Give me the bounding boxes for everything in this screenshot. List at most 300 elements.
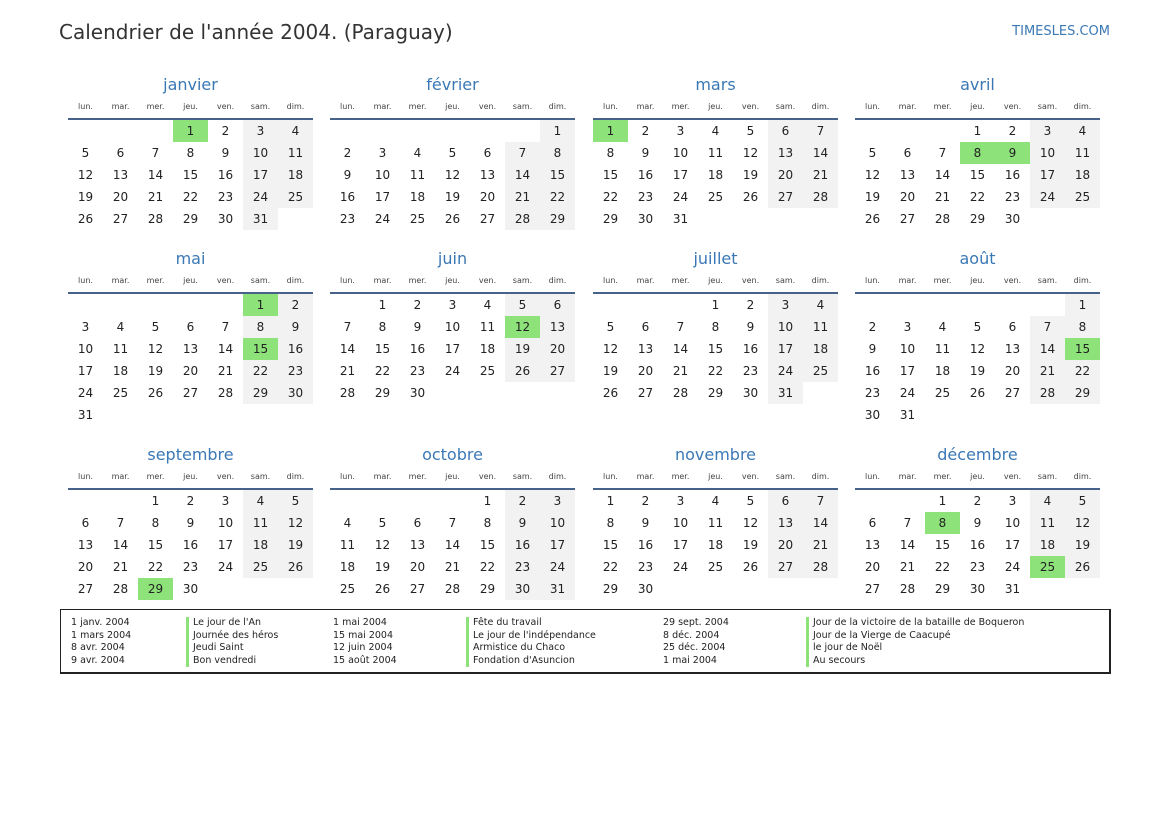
weekday-label: dim. — [548, 102, 567, 111]
day-cell: 13 — [768, 142, 803, 164]
empty-day-cell — [435, 382, 470, 404]
day-cell: 22 — [479, 560, 496, 574]
weekday-label: mar. — [636, 472, 655, 481]
empty-day-cell — [470, 120, 505, 142]
weekday-header — [330, 468, 575, 490]
weekday-label: mar. — [373, 276, 392, 285]
day-cell: 30 — [182, 582, 199, 596]
day-cell: 1 — [711, 298, 720, 312]
weekday-label: ven. — [478, 102, 497, 111]
day-cell: 18 — [278, 164, 313, 186]
day-cell: 13 — [182, 342, 199, 356]
day-cell: 9 — [641, 146, 650, 160]
day-cell: 27 — [899, 212, 916, 226]
weekday-label: sam. — [775, 276, 796, 285]
day-cell: 10 — [540, 512, 575, 534]
day-grid — [855, 120, 1100, 230]
day-cell: 18 — [707, 168, 724, 182]
day-cell: 11 — [243, 512, 278, 534]
day-grid — [593, 294, 838, 404]
day-cell: 12 — [864, 168, 881, 182]
day-cell: 29 — [602, 582, 619, 596]
weekday-label: dim. — [286, 276, 305, 285]
weekday-label: ven. — [1003, 276, 1022, 285]
day-cell: 12 — [278, 512, 313, 534]
day-cell: 24 — [1004, 560, 1021, 574]
day-cell: 7 — [903, 516, 912, 530]
weekday-label: sam. — [1037, 472, 1058, 481]
day-cell: 30 — [969, 582, 986, 596]
day-cell: 14 — [899, 538, 916, 552]
day-cell: 5 — [278, 490, 313, 512]
day-cell: 21 — [803, 164, 838, 186]
day-cell: 18 — [803, 338, 838, 360]
empty-day-cell — [330, 294, 365, 316]
day-cell: 25 — [479, 364, 496, 378]
legend-dates-column — [71, 617, 131, 667]
empty-day-cell — [278, 578, 313, 600]
day-cell: 4 — [1030, 490, 1065, 512]
holiday-date: 1 mai 2004 — [663, 654, 717, 666]
day-cell: 8 — [711, 320, 720, 334]
empty-day-cell — [768, 208, 803, 230]
day-cell: 13 — [409, 538, 426, 552]
weekday-header — [855, 272, 1100, 294]
weekday-label: ven. — [741, 276, 760, 285]
day-cell: 21 — [803, 534, 838, 556]
day-cell: 26 — [147, 386, 164, 400]
weekday-label: lun. — [865, 276, 880, 285]
weekday-header — [593, 468, 838, 490]
day-cell: 25 — [409, 212, 426, 226]
month-2 — [593, 72, 838, 230]
day-grid — [593, 490, 838, 600]
day-cell: 8 — [483, 516, 492, 530]
empty-day-cell — [103, 490, 138, 512]
day-cell: 19 — [147, 364, 164, 378]
weekday-label: lun. — [78, 102, 93, 111]
holiday-name: Le jour de l'indépendance — [466, 630, 596, 643]
holiday-date: 12 juin 2004 — [333, 642, 393, 653]
empty-day-cell — [540, 382, 575, 404]
day-cell: 11 — [707, 146, 724, 160]
page-title: Calendrier de l'année 2004. (Paraguay) — [59, 20, 453, 44]
weekday-label: lun. — [78, 472, 93, 481]
empty-day-cell — [435, 120, 470, 142]
day-cell: 10 — [672, 516, 689, 530]
weekday-label: mer. — [933, 102, 952, 111]
day-cell: 16 — [969, 538, 986, 552]
site-link[interactable]: TIMESLES.COM — [1012, 24, 1110, 39]
day-cell: 5 — [746, 124, 755, 138]
day-cell: 10 — [217, 516, 234, 530]
day-cell: 7 — [803, 120, 838, 142]
weekday-label: jeu. — [970, 472, 985, 481]
day-cell: 10 — [77, 342, 94, 356]
day-cell: 17 — [217, 538, 234, 552]
empty-day-cell — [698, 578, 733, 600]
day-cell: 20 — [768, 534, 803, 556]
weekday-label: jeu. — [183, 472, 198, 481]
day-cell: 31 — [540, 578, 575, 600]
day-cell: 30 — [637, 212, 654, 226]
weekday-label: mar. — [636, 276, 655, 285]
day-cell: 10 — [1004, 516, 1021, 530]
day-cell: 15 — [602, 168, 619, 182]
empty-day-cell — [960, 294, 995, 316]
holiday-date: 8 déc. 2004 — [663, 629, 720, 641]
day-cell: 24 — [768, 360, 803, 382]
holiday-day-cell: 15 — [1065, 338, 1100, 360]
weekday-label: sam. — [250, 472, 271, 481]
empty-day-cell — [365, 120, 400, 142]
day-cell: 11 — [112, 342, 129, 356]
day-cell: 30 — [864, 408, 881, 422]
weekday-label: lun. — [340, 472, 355, 481]
day-cell: 18 — [934, 364, 951, 378]
holiday-date: 25 déc. 2004 — [663, 642, 726, 653]
day-cell: 22 — [969, 190, 986, 204]
day-cell: 25 — [707, 190, 724, 204]
day-cell: 9 — [746, 320, 755, 334]
empty-day-cell — [890, 294, 925, 316]
day-cell: 13 — [1004, 342, 1021, 356]
holiday-name: Bon vendredi — [186, 655, 278, 668]
day-cell: 31 — [77, 408, 94, 422]
day-cell: 27 — [540, 360, 575, 382]
weekday-label: mar. — [898, 276, 917, 285]
month-1 — [330, 72, 575, 230]
day-cell: 29 — [969, 212, 986, 226]
holiday-day-cell: 29 — [138, 578, 173, 600]
day-grid — [330, 294, 575, 404]
empty-day-cell — [890, 490, 925, 512]
day-cell: 12 — [1065, 512, 1100, 534]
holiday-name: Fête du travail — [466, 617, 596, 630]
day-cell: 19 — [374, 560, 391, 574]
day-cell: 23 — [742, 364, 759, 378]
day-cell: 5 — [973, 320, 982, 334]
weekday-label: sam. — [512, 472, 533, 481]
holiday-date: 8 avr. 2004 — [71, 642, 125, 653]
weekday-label: ven. — [741, 472, 760, 481]
day-cell: 3 — [378, 146, 387, 160]
holiday-name: Journée des héros — [186, 630, 278, 643]
day-cell: 2 — [221, 124, 230, 138]
day-cell: 29 — [374, 386, 391, 400]
day-cell: 26 — [969, 386, 986, 400]
day-cell: 9 — [641, 516, 650, 530]
weekday-header — [855, 468, 1100, 490]
day-cell: 9 — [343, 168, 352, 182]
month-name: octobre — [422, 445, 483, 464]
weekday-header — [330, 98, 575, 120]
weekday-label: jeu. — [970, 102, 985, 111]
month-5 — [330, 246, 575, 404]
weekday-label: mer. — [671, 102, 690, 111]
day-cell: 23 — [637, 190, 654, 204]
empty-day-cell — [803, 578, 838, 600]
empty-day-cell — [1030, 208, 1065, 230]
day-cell: 20 — [77, 560, 94, 574]
legend-names-column — [186, 617, 278, 667]
month-name: juillet — [693, 249, 738, 268]
weekday-header — [68, 468, 313, 490]
day-cell: 15 — [182, 168, 199, 182]
day-cell: 24 — [672, 560, 689, 574]
day-cell: 28 — [339, 386, 356, 400]
day-cell: 19 — [444, 190, 461, 204]
holiday-day-cell: 8 — [925, 512, 960, 534]
day-cell: 31 — [243, 208, 278, 230]
day-cell: 20 — [899, 190, 916, 204]
weekday-label: jeu. — [183, 102, 198, 111]
weekday-header — [593, 272, 838, 294]
weekday-label: sam. — [512, 276, 533, 285]
day-grid — [68, 120, 313, 230]
day-cell: 12 — [602, 342, 619, 356]
holiday-day-cell: 8 — [960, 142, 995, 164]
day-cell: 9 — [186, 516, 195, 530]
day-cell: 26 — [505, 360, 540, 382]
day-cell: 15 — [707, 342, 724, 356]
weekday-label: lun. — [603, 472, 618, 481]
month-10 — [593, 442, 838, 600]
day-cell: 25 — [112, 386, 129, 400]
day-cell: 25 — [339, 582, 356, 596]
empty-day-cell — [138, 120, 173, 142]
day-cell: 9 — [413, 320, 422, 334]
empty-day-cell — [925, 404, 960, 426]
day-cell: 11 — [707, 516, 724, 530]
holiday-day-cell: 1 — [593, 120, 628, 142]
month-6 — [593, 246, 838, 404]
holiday-name: Jour de la Vierge de Caacupé — [806, 630, 1024, 643]
weekday-label: mar. — [111, 102, 130, 111]
empty-day-cell — [365, 490, 400, 512]
weekday-header — [68, 272, 313, 294]
day-cell: 30 — [742, 386, 759, 400]
month-9 — [330, 442, 575, 600]
day-cell: 21 — [444, 560, 461, 574]
day-cell: 4 — [803, 294, 838, 316]
day-cell: 17 — [77, 364, 94, 378]
weekday-label: dim. — [286, 102, 305, 111]
weekday-label: ven. — [1003, 472, 1022, 481]
day-cell: 6 — [81, 516, 90, 530]
empty-day-cell — [208, 404, 243, 426]
day-cell: 16 — [182, 538, 199, 552]
weekday-label: sam. — [1037, 276, 1058, 285]
day-cell: 6 — [413, 516, 422, 530]
day-cell: 26 — [742, 560, 759, 574]
day-cell: 17 — [1030, 164, 1065, 186]
day-cell: 27 — [637, 386, 654, 400]
day-cell: 25 — [707, 560, 724, 574]
holiday-day-cell: 25 — [1030, 556, 1065, 578]
day-cell: 1 — [938, 494, 947, 508]
day-cell: 19 — [1065, 534, 1100, 556]
empty-day-cell — [400, 490, 435, 512]
day-cell: 29 — [602, 212, 619, 226]
day-cell: 9 — [221, 146, 230, 160]
empty-day-cell — [925, 120, 960, 142]
day-cell: 14 — [147, 168, 164, 182]
day-cell: 11 — [1030, 512, 1065, 534]
day-cell: 8 — [606, 146, 615, 160]
day-cell: 8 — [540, 142, 575, 164]
day-cell: 1 — [483, 494, 492, 508]
day-cell: 14 — [1030, 338, 1065, 360]
day-cell: 6 — [116, 146, 125, 160]
day-cell: 17 — [374, 190, 391, 204]
day-cell: 23 — [182, 560, 199, 574]
month-name: avril — [960, 75, 995, 94]
day-cell: 2 — [746, 298, 755, 312]
day-cell: 29 — [243, 382, 278, 404]
weekday-label: mer. — [146, 102, 165, 111]
day-cell: 24 — [672, 190, 689, 204]
weekday-label: jeu. — [708, 102, 723, 111]
day-cell: 18 — [1065, 164, 1100, 186]
weekday-label: mer. — [933, 472, 952, 481]
day-cell: 26 — [602, 386, 619, 400]
day-cell: 3 — [676, 494, 685, 508]
day-cell: 9 — [973, 516, 982, 530]
weekday-label: mar. — [111, 472, 130, 481]
day-cell: 16 — [864, 364, 881, 378]
weekday-label: dim. — [548, 472, 567, 481]
day-cell: 26 — [77, 212, 94, 226]
day-cell: 18 — [1030, 534, 1065, 556]
day-cell: 6 — [868, 516, 877, 530]
day-cell: 25 — [1065, 186, 1100, 208]
weekday-header — [855, 98, 1100, 120]
empty-day-cell — [1065, 404, 1100, 426]
day-cell: 22 — [602, 190, 619, 204]
empty-day-cell — [400, 120, 435, 142]
day-cell: 2 — [641, 494, 650, 508]
holiday-name: Jeudi Saint — [186, 642, 278, 655]
day-cell: 7 — [221, 320, 230, 334]
day-cell: 20 — [768, 164, 803, 186]
month-3 — [855, 72, 1100, 230]
day-cell: 10 — [444, 320, 461, 334]
day-cell: 24 — [243, 186, 278, 208]
empty-day-cell — [855, 490, 890, 512]
weekday-label: mer. — [408, 472, 427, 481]
day-cell: 10 — [672, 146, 689, 160]
weekday-label: mar. — [373, 472, 392, 481]
day-cell: 14 — [803, 142, 838, 164]
day-cell: 16 — [278, 338, 313, 360]
day-cell: 4 — [116, 320, 125, 334]
day-cell: 18 — [707, 538, 724, 552]
holiday-date: 9 avr. 2004 — [71, 654, 125, 666]
day-cell: 5 — [448, 146, 457, 160]
weekday-label: mer. — [933, 276, 952, 285]
empty-day-cell — [68, 294, 103, 316]
day-cell: 19 — [742, 168, 759, 182]
day-cell: 25 — [278, 186, 313, 208]
day-cell: 11 — [934, 342, 951, 356]
day-cell: 14 — [505, 164, 540, 186]
day-cell: 1 — [378, 298, 387, 312]
day-cell: 10 — [243, 142, 278, 164]
day-cell: 11 — [1065, 142, 1100, 164]
day-cell: 21 — [934, 190, 951, 204]
holiday-day-cell: 12 — [505, 316, 540, 338]
holiday-date: 15 mai 2004 — [333, 629, 394, 641]
day-cell: 16 — [742, 342, 759, 356]
day-cell: 26 — [278, 556, 313, 578]
day-cell: 30 — [217, 212, 234, 226]
day-cell: 4 — [413, 146, 422, 160]
day-cell: 20 — [864, 560, 881, 574]
day-cell: 16 — [637, 538, 654, 552]
month-8 — [68, 442, 313, 600]
empty-day-cell — [855, 294, 890, 316]
holiday-date: 1 mai 2004 — [333, 617, 387, 628]
day-cell: 12 — [77, 168, 94, 182]
empty-day-cell — [330, 490, 365, 512]
day-cell: 31 — [768, 382, 803, 404]
empty-day-cell — [505, 120, 540, 142]
day-cell: 28 — [112, 582, 129, 596]
day-grid — [68, 490, 313, 600]
day-cell: 3 — [243, 120, 278, 142]
day-cell: 13 — [540, 316, 575, 338]
day-cell: 21 — [1030, 360, 1065, 382]
day-cell: 6 — [641, 320, 650, 334]
day-cell: 12 — [742, 146, 759, 160]
empty-day-cell — [663, 578, 698, 600]
empty-day-cell — [208, 578, 243, 600]
day-cell: 5 — [606, 320, 615, 334]
month-name: mai — [175, 249, 206, 268]
day-cell: 12 — [374, 538, 391, 552]
holiday-name: Jour de la victoire de la bataille de Boqueron — [806, 617, 1024, 630]
day-cell: 24 — [374, 212, 391, 226]
day-cell: 29 — [707, 386, 724, 400]
empty-day-cell — [628, 294, 663, 316]
day-cell: 18 — [409, 190, 426, 204]
day-cell: 14 — [672, 342, 689, 356]
day-cell: 20 — [479, 190, 496, 204]
holiday-name: Au secours — [806, 655, 1024, 668]
legend-names-column — [806, 617, 1024, 667]
day-cell: 10 — [768, 316, 803, 338]
empty-day-cell — [803, 382, 838, 404]
month-name: décembre — [937, 445, 1018, 464]
day-cell: 14 — [803, 512, 838, 534]
day-cell: 5 — [1065, 490, 1100, 512]
day-cell: 8 — [606, 516, 615, 530]
day-cell: 18 — [479, 342, 496, 356]
day-cell: 2 — [505, 490, 540, 512]
day-cell: 27 — [864, 582, 881, 596]
empty-day-cell — [733, 578, 768, 600]
empty-day-cell — [470, 382, 505, 404]
day-cell: 30 — [1004, 212, 1021, 226]
empty-day-cell — [138, 294, 173, 316]
day-cell: 23 — [1004, 190, 1021, 204]
empty-day-cell — [925, 294, 960, 316]
day-cell: 13 — [637, 342, 654, 356]
day-cell: 22 — [934, 560, 951, 574]
weekday-label: mer. — [408, 102, 427, 111]
day-grid — [855, 294, 1100, 426]
